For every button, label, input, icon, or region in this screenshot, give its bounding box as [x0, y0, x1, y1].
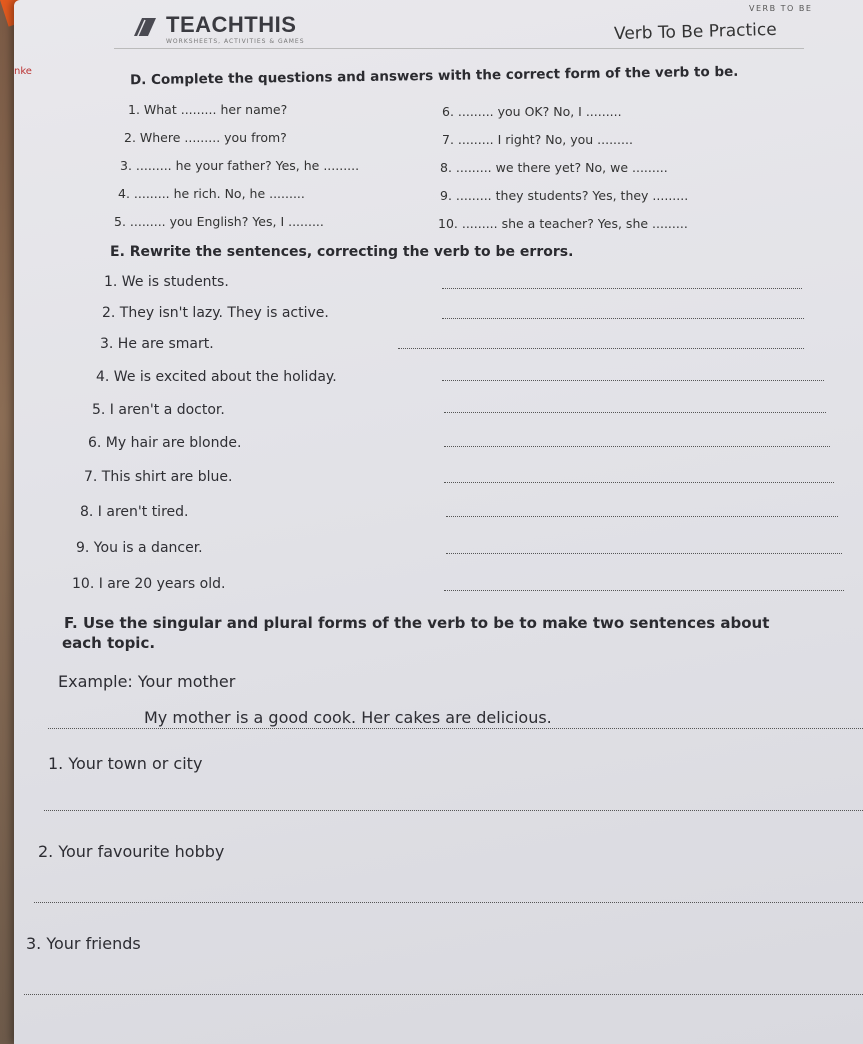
e-answer-line-9[interactable] [446, 553, 842, 554]
e-item-10: 10. I are 20 years old. [72, 576, 226, 592]
e-answer-line-7[interactable] [444, 482, 834, 483]
e-answer-line-6[interactable] [444, 446, 830, 447]
d-item-4: 4. ......... he rich. No, he ......... [118, 186, 305, 201]
worksheet-page [14, 0, 863, 1044]
e-answer-line-1[interactable] [442, 288, 802, 289]
e-answer-line-10[interactable] [444, 590, 844, 591]
e-answer-line-4[interactable] [442, 380, 824, 381]
d-item-6: 6. ......... you OK? No, I ......... [442, 104, 622, 119]
header-divider [114, 48, 804, 49]
f-topic-1: 1. Your town or city [48, 754, 203, 773]
e-answer-line-5[interactable] [444, 412, 826, 413]
e-item-5: 5. I aren't a doctor. [92, 402, 225, 418]
d-item-8: 8. ......... we there yet? No, we ......... [440, 160, 668, 175]
f-topic-3: 3. Your friends [26, 934, 141, 953]
page-title: Verb To Be Practice [613, 19, 777, 45]
d-item-9: 9. ......... they students? Yes, they ......... [440, 188, 689, 203]
d-item-5: 5. ......... you English? Yes, I ......... [114, 214, 324, 229]
section-f-title-line1: F. Use the singular and plural forms of the verb to be to make two sentences about [64, 614, 770, 632]
e-item-7: 7. This shirt are blue. [84, 469, 233, 485]
logo-title: TEACHTHIS [166, 12, 297, 37]
e-item-4: 4. We is excited about the holiday. [96, 369, 337, 385]
e-item-1: 1. We is students. [104, 274, 229, 290]
margin-note: nke [14, 66, 32, 77]
e-item-3: 3. He are smart. [100, 336, 214, 352]
section-f-title-line2: each topic. [62, 634, 156, 652]
logo-subtitle: WORKSHEETS, ACTIVITIES & GAMES [166, 38, 305, 45]
d-item-3: 3. ......... he your father? Yes, he ......... [120, 158, 360, 173]
e-answer-line-8[interactable] [446, 516, 838, 517]
e-answer-line-3[interactable] [398, 348, 804, 349]
f-answer-line-2[interactable] [34, 902, 863, 903]
f-example-answer-line [48, 728, 863, 729]
d-item-10: 10. ......... she a teacher? Yes, she ......... [438, 216, 688, 231]
topic-tag: VERB TO BE [749, 4, 813, 13]
f-example-label: Example: Your mother [58, 672, 236, 691]
f-answer-line-3[interactable] [24, 994, 863, 995]
section-e-title: E. Rewrite the sentences, correcting the verb to be errors. [110, 244, 574, 260]
section-d-title: D. Complete the questions and answers with the correct form of the verb to be. [129, 63, 739, 89]
f-topic-2: 2. Your favourite hobby [38, 842, 225, 861]
d-item-7: 7. ......... I right? No, you ......... [442, 132, 633, 147]
d-item-1: 1. What ......... her name? [128, 102, 288, 117]
worksheet-header [14, 0, 863, 60]
e-item-9: 9. You is a dancer. [76, 540, 203, 556]
e-item-2: 2. They isn't lazy. They is active. [102, 305, 329, 321]
e-answer-line-2[interactable] [442, 318, 804, 319]
d-item-2: 2. Where ......... you from? [124, 130, 287, 145]
f-example-answer: My mother is a good cook. Her cakes are delicious. [144, 708, 552, 727]
e-item-6: 6. My hair are blonde. [88, 435, 242, 451]
book-logo-icon [132, 14, 158, 40]
e-item-8: 8. I aren't tired. [80, 504, 189, 520]
f-answer-line-1[interactable] [44, 810, 863, 811]
